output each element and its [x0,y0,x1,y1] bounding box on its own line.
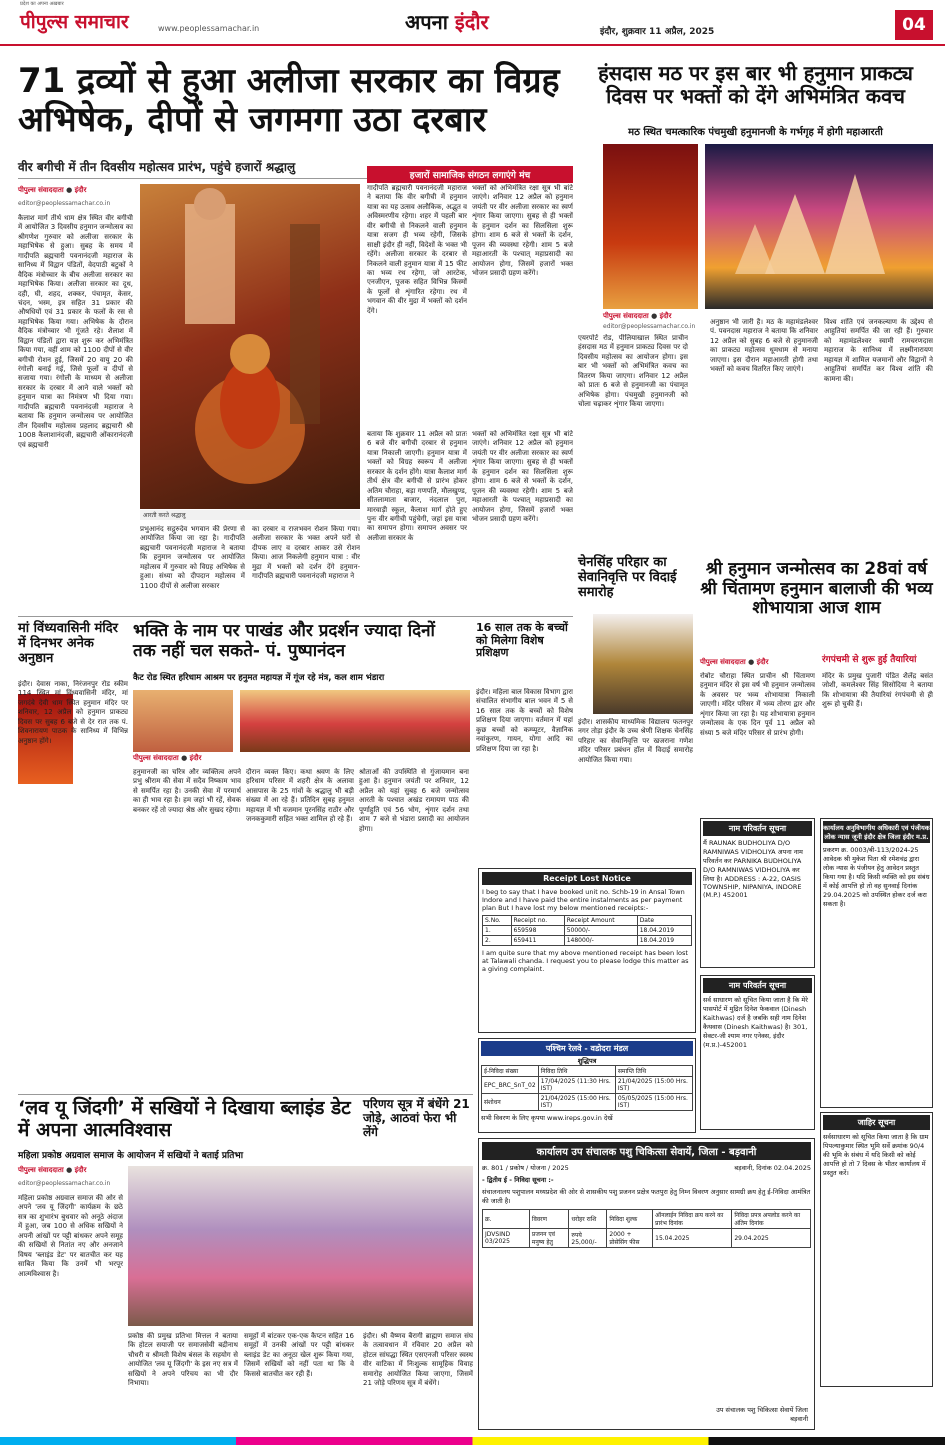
lead-body-col3: बताया कि शुक्रवार 11 अप्रैल को प्रातः 6 बजे वीर बगीची दरबार से हनुमान यात्रा निकाली जाएगी। हनुमान यात्रा में भक्तों को विग्रह स्वरूप में अलीजा सरकार के दर्शन होंगे। यात्रा कैलाश मार्ग तीर्थ क्षेत्र वीर बगीची से प्रारंभ होकर अतिम चौराहा, बड़ा गणपति, मौलखुण्ड, सीतलामाता बाजार, नंदलाल पुरा, मारवाड़ी स्कूल, कैलाश मार्ग होते हुए पुनः वीर बगीची पहुंचेगी, जहां इस यात्रा का समापन होगा। समापन अवसर पर अलीजा सरकार के [367,430,467,542]
bhakti-photo-right [240,690,470,752]
love-col3: समूहों में बांटकर एक-एक कैप्टन सहित 16 समूहों में उनकी आंखों पर पट्टी बांधकर ब्लाइंड डेट का अनूठा खेल शुरू किया गया, जिसमें सखियों को नहीं पता था कि वे किससे बातचीत कर रही हैं। [244,1332,354,1378]
byline-city: इंदौर [74,186,87,194]
notice-body: प्रकरण क्र. 0003/बी-113/2024-25 आवेदक श्री मुकेश पिता श्री रमेशचंद्र द्वारा लोक न्यास के पंजीयन हेतु आवेदन प्रस्तुत किया गया है। यदि किसी व्यक्ति को इस संबंध में कोई आपत्ति हो तो वह सुनवाई दिनांक 29.04.2025 को उपस्थित होकर दर्ज करा सकता है। [823,846,930,908]
trust-notice [820,818,933,1108]
lead-headline: 71 द्रव्यों से हुआ अलीजा सरकार का विग्रह अभिषेक, दीपों से जगमगा उठा दरबार [18,61,560,141]
parinay-headline: परिणय सूत्र में बंधेंगे 21 जोड़े, आठवां फेरा भी लेंगे [363,1097,470,1139]
receipt-notice [478,868,696,1033]
notice-body: सर्व साधारण को सूचित किया जाता है कि मेरे पासपोर्ट में मुद्रित दिनेश फेकवाल (Dinesh Kaithwas) दर्ज है जबकि सही नाम दिनेश कैथवास (Dinesh Kaithwas) है। 301, सेक्टर-जी श्याम नगर एनेक्स, इंदौर (म.प्र.)-452001 [703,996,808,1049]
table-cell: 148000/- [564,936,637,946]
byline-label: पीपुल्स संवाददाता [700,658,746,666]
lead-body-col4: भक्तों को अभिमंत्रित रक्षा सूत्र भी बांटे जाएंगे। शनिवार 12 अप्रैल को हनुमान जयंती पर वीर अलीजा सरकार का स्वर्ण शृंगार किया जाएगा। सुबह से ही भक्तों के हनुमान दर्शन का सिलसिला शुरू होगा। शाम 6 बजे से भक्तों के दर्शन, पूजन की व्यवस्था रहेगी। शाम 5 बजे महाआरती के पश्चात् महाप्रसादी का आयोजन होगा, जिसमें हजारों भक्त भोजन प्रसादी ग्रहण करेंगे। [472,430,573,523]
tender-footer: उप संचालक पशु चिकित्सा सेवायें जिला बड़वानी [716,1406,808,1423]
receipt-title: Receipt Lost Notice [482,872,692,885]
notice-title: नाम परिवर्तन सूचना [703,978,812,993]
table-header: निविदा प्रपत्र अपलोड करने का अंतिम दिनांक [732,1210,811,1229]
byline-label: पीपुल्स संवाददाता [133,754,179,762]
right-lead-body: एयरपोर्ट रोड, पीलियाखाल स्थित प्राचीन हंसदास मठ में हनुमान प्राकट्य दिवस पर दो दिवसीय महोत्सव का आयोजन होगा। इस बार भी भक्तों को अभिमंत्रित कवच का वितरण किया जाएगा। शनिवार 12 अप्रैल को प्रातः 6 बजे से हनुमानजी का पंचामृत अभिषेक होगा। पंचमुखी हनुमानजी को चोला चढ़ाकर शृंगार किया जाएगा। [578,334,688,409]
bhakti-photo-left [133,690,233,752]
divider [18,1094,473,1095]
right-lead-subhead: मठ स्थित चमत्कारिक पंचमुखी हनुमानजी के गर्भगृह में होगी महाआरती [628,127,883,138]
right-lead-email[interactable]: editor@peoplessamachar.co.in [603,323,696,330]
issue-date: इंदौर, शुक्रवार 11 अप्रैल, 2025 [600,27,715,37]
jahir-notice [820,1112,933,1387]
notice-body: सर्वसाधारण को सूचित किया जाता है कि ग्राम पिपल्याकुमार स्थित भूमि सर्वे क्रमांक 90/4 की भूमि के संबंध में यदि किसी को कोई आपत्ति हो तो 7 दिवस के भीतर कार्यालय में प्रस्तुत करें। [823,1133,929,1177]
shobhayatra-byline: पीपुल्स संवाददाता ● इंदौर [700,658,769,666]
lead-body-col1: कैलाश मार्ग तीर्थ धाम क्षेत्र स्थित वीर बगीची में आयोजित 3 दिवसीय हनुमान जन्मोत्सव का श्रीगणेश गुरुवार को अलीजा सरकार के महाभिषेक से हुआ। सुबह के समय में गादीपति ब्रह्मचारी पवनानंदजी महाराज के सानिध्य में विद्वान पंडितों, वेदपाठी बटुकों ने वैदिक मंत्रोच्चार के बीच अलीजा सरकार का महाभिषेक किया। अलीजा सरकार का दूध, दही, घी, शहद, शक्कर, पंचामृत, केसर, चंदन, भस्म, इत्र सहित 31 प्रकार की औषधियों एवं 31 प्रकार के फलों के रस से महाभिषेक किया गया। अभिषेक के दौरान वैदिक मंत्रोच्चार भी गूंजते रहे। शैलाश में विद्वान पंडितों द्वारा यज्ञ शुरू कर अभिमंत्रित किया गया, वहीं शाम को 1100 दीपों से वीर बगीची रोशन हुई, जिसमें 20 वायु 20 की रंगोली बनाई गई, जिसे फूलों व दीपों से सजाया गया। रंगोली के माध्यम से अलीजा सरकार के दरबार में आने वाले भक्तों को हनुमान यात्रा का निमंत्रण भी दिया गया। गादीपति ब्रह्मचारी पवनानंदजी महाराज ने बताया कि हनुमान जन्मोत्सव पर आयोजित तीन दिवसीय महोत्सव प्रहलाद ब्रह्मचारी श्री 1008 कैलाशानंदजी, ब्रह्मचारी ओंकारानंदजी एवं ब्रह्मचारी [18,214,133,449]
love-email[interactable]: editor@peoplessamachar.co.in [18,1180,111,1187]
table-cell: 1. [483,926,512,936]
table-cell: 05/05/2025 (15:00 Hrs. IST) [615,1094,692,1111]
lead-box-body-2: भक्तों को अभिमंत्रित रक्षा सूत्र भी बांटे जाएंगे। शनिवार 12 अप्रैल को हनुमान जयंती पर वीर अलीजा सरकार का स्वर्ण शृंगार किया जाएगा। सुबह से ही भक्तों के हनुमान दर्शन का सिलसिला शुरू होगा। शाम 6 बजे से भक्तों के दर्शन, पूजन की व्यवस्था रहेगी। शाम 5 बजे महाआरती के पश्चात् महाप्रसादी का आयोजन होगा, जिसमें हजारों भक्त भोजन प्रसादी ग्रहण करेंगे। [472,184,573,277]
table-cell: 21/04/2025 (15:00 Hrs. IST) [538,1094,615,1111]
name-change-notice-2 [700,975,815,1130]
table-header: क्र. [483,1210,530,1229]
tender-date: बड़वानी, दिनांक 02.04.2025 [734,1164,811,1172]
shobhayatra-side-body: मंदिर के प्रमुख पुजारी पंडित शैलेंद्र बसंत जोशी, कमलेश्वर सिंह सिसोदिया ने बताया कि शोभायात्रा की तैयारियां रंगपंचमी से ही शुरू हो चुकी हैं। [822,672,933,709]
divider [18,616,573,617]
tender-subtitle: - द्वितीय ई - निविदा सूचना :- [482,1176,554,1184]
right-lead-byline: पीपुल्स संवाददाता ● इंदौर [603,312,672,320]
notice-title: जाहिर सूचना [823,1115,930,1130]
table-header: Receipt no. [511,916,564,926]
notice-title: कार्यालय अनुविभागीय अधिकारी एवं पंजीयक लोक न्यास जूनी इंदौर क्षेत्र जिला इंदौर म.प्र. [823,821,930,843]
byline-label: पीपुल्स संवाददाता [603,312,649,320]
name-change-notice-1 [700,818,815,968]
table-cell: संशोधन [482,1094,539,1111]
table-header-row [483,916,692,926]
receipt-footer: I am quite sure that my above mentioned receipt has been lost at Talawali chanda. I request you to please lodge this matter as a giving complaint. [482,949,689,973]
table-cell: 659411 [511,936,564,946]
love-subhead: महिला प्रकोष्ठ अग्रवाल समाज के आयोजन में सखियों ने बताई प्रतिभा [18,1151,244,1161]
railway-table [481,1065,693,1111]
shobhayatra-side-title: रंगपंचमी से शुरू हुई तैयारियां [822,655,917,665]
table-header: Date [637,916,691,926]
tender-intro: संचालनालय पशुपालन मध्यप्रदेश की ओर से शासकीय पशु प्रजनन प्रक्षेत्र फतपुरा हेतु निम्न विवरण अनुसार सामग्री क्रय हेतु ई-निविदा आमंत्रित की जाती है। [482,1188,811,1205]
table-cell: रुपये 25,000/- [569,1229,607,1248]
shobhayatra-body: रोबोट चौराहा स्थित प्राचीन श्री चिंतामण हनुमान मंदिर से इस वर्ष भी हनुमान जन्मोत्सव के अवसर पर भव्य शोभायात्रा निकाली जाएगी। मंदिर परिसर में भव्य तोरण द्वार और शृंगार किया जा रहा है। यह शोभायात्रा हनुमान जन्मोत्सव के एक दिन पूर्व 11 अप्रैल को संध्या 5 बजे मंदिर परिसर से प्रारंभ होगी। [700,672,815,737]
table-header-row [483,1210,811,1229]
table-header: निविदा शुल्क [607,1210,653,1229]
bhakti-byline: पीपुल्स संवाददाता ● इंदौर [133,754,202,762]
lead-photo-caption: आरती करते श्रद्धालु [140,510,360,520]
obit-headline: चेनसिंह परिहार का सेवानिवृत्ति पर विदाई समारोह [578,555,677,600]
temple-photo [705,144,933,309]
right-lead-col3: विश्व शांति एवं जनकल्याण के उद्देश्य से आहुतियां समर्पित की जा रही हैं। गुरुवार को महामंडलेश्वर स्वामी रामचरणदास महाराज के सानिध्य में लक्ष्मीनारायण महायज्ञ में शामिल यजमानों और विद्वानों ने आहुतियां समर्पित कर विश्व शांति की कामना की। [824,318,933,383]
table-row [483,936,692,946]
table-row [482,1094,693,1111]
bhakti-col3: श्रोताओं की उपस्थिति से गुंजायमान बना हुआ है। हनुमान जयंती पर शनिवार, 12 अप्रैल को यहां सुबह 6 बजे जन्मोत्सव आरती के पश्चात अखंड रामायण पाठ की पूर्णाहुति एवं 56 भोग, शृंगार दर्शन तथा शाम 7 बजे से भंडारा प्रसादी का आयोजन होगा। [359,768,469,833]
parinay-body: इंदौर। श्री वैष्णव बैरागी ब्राह्मण समाज संघ के तत्वावधान में रविवार 20 अप्रैल को होटल सांघद्धा स्थित एसएनजी परिसर स्वस्थ वीर वाटिका में निःशुल्क सामूहिक विवाह समारोह आयोजित किया जाएगा, जिसमें 21 जोड़े परिणय सूत्र में बंधेंगे। [363,1332,473,1388]
page-number: 04 [895,10,933,40]
vindhyavasini-body: इंदौर। देवास नाका, निरंजनपुर रोड स्कीम 114 स्थित मां विंध्यवासिनी मंदिर, मां जगदंबे देवी धाम स्थित हनुमान मंदिर पर शनिवार, 12 अप्रैल को हनुमान प्राकट्य दिवस पर सुबह 6 बजे से देर रात तक पं. शिवनारायण पाठक के सानिध्य में विभिन्न अनुष्ठान होंगे। [18,680,128,745]
table-header: धरोहर राशि [569,1210,607,1229]
lead-email[interactable]: editor@peoplessamachar.co.in [18,200,111,207]
table-cell: 2. [483,936,512,946]
table-row [482,1077,693,1094]
obit-body: इंदौर। शासकीय माध्यमिक विद्यालय फतनपुर नगर तोड़ा इंदौर के उच्च श्रेणी शिक्षक चेनसिंह परिहार का सेवानिवृत्ति पर खजराना गणेश मंदिर परिसर प्रबंधन हॉल में विदाई समारोह आयोजित किया गया। [578,718,693,764]
lead-box-title: हजारों सामाजिक संगठन लगाएंगे मंच [367,166,573,183]
color-registration-bar [0,1437,945,1445]
love-headline: ‘लव यू जिंदगी’ में सखियों ने दिखाया ब्लाइंड डेट में अपना आत्मविश्वास [18,1097,351,1141]
masthead [0,0,945,46]
table-cell: 18.04.2019 [637,926,691,936]
table-cell: 50000/- [564,926,637,936]
bhakti-body: हनुमानजी का चरित्र और व्यक्तित्व अपने प्रभु श्रीराम की सेवा में सदैव निष्काम भाव से समर्पित रहा है। उनकी सेवा में परमार्थ का ही भाव रहा है। हम जहां भी रहें, सेवक बनकर रहें तो ज्यादा श्रेष्ठ और सुखद रहेगा। [133,768,241,814]
table-header: विवरण [529,1210,569,1229]
railway-title: पश्चिम रेलवे - वडोदरा मंडल [481,1041,693,1056]
table-cell: JDVSIND 03/2025 [483,1229,530,1248]
love-byline: पीपुल्स संवाददाता ● इंदौर [18,1166,87,1174]
tender-meta [482,1163,811,1172]
table-header: ई-निविदा संख्या [482,1066,539,1077]
tender-title: कार्यालय उप संचालक पशु चिकित्सा सेवायें, जिला - बड़वानी [482,1142,811,1160]
byline-city: इंदौर [659,312,672,320]
lead-byline: पीपुल्स संवाददाता ● इंदौर [18,186,87,194]
lead-photo [140,184,360,509]
section-title-accent: इंदौर [454,10,489,34]
table-header: निविदा तिथि [538,1066,615,1077]
tender-notice [478,1138,815,1430]
notice-title: नाम परिवर्तन सूचना [703,821,812,836]
vindhyavasini-headline: मां विंध्यवासिनी मंदिर में दिनभर अनेक अनुष्ठान [18,621,118,666]
logo-text: पीपुल्स समाचार [20,11,129,33]
table-cell: 21/04/2025 (15:00 Hrs. IST) [615,1077,692,1094]
table-header: Receipt Amount [564,916,637,926]
receipt-table [482,915,692,946]
newspaper-logo [20,1,155,36]
lead-body-col2b: का दरबार व राजभवन रोशन किया गया। अलीजा सरकार के भक्त अपने घरों से दीपक लाए व दरबार आकर उसे रोशन किया। आज निकलेगी हनुमान यात्रा : वीर मुद्रा में भक्तों को दर्शन देंगे हनुमान- गादीपति ब्रह्मचारी पवनानंदजी महाराज ने [252,525,360,581]
table-header-row [482,1066,693,1077]
right-lead-headline: हंसदास मठ पर इस बार भी हनुमान प्राकट्य दिवस पर भक्तों को देंगे अभिमंत्रित कवच [598,61,913,108]
tender-ref: क्र. 801 / प्रकोष / योजना / 2025 [482,1164,569,1172]
bacchon-headline: 16 साल तक के बच्चों को मिलेगा विशेष प्रशिक्षण [476,621,568,660]
table-cell: प्रजनन एवं मनुष्य हेतु [529,1229,569,1248]
lead-box-body: गादीपति ब्रह्मचारी पवनानंदजी महाराज ने बताया कि वीर बगीची में हनुमान यात्रा का यह उत्सव अलौकिक, अद्भुत व अविस्मरणीय रहेगा। शहर में पहली बार वीर बगीची से निकलने वाली हनुमान यात्रा सजग ही भव्य रहेगी, जिसके साक्षी इंदौर ही नहीं, विदेशों के भक्त भी रहेंगे। अलीजा सरकार के दरबार से निकलने वाली हनुमान यात्रा में 15 फीट का भव्य रथ रहेगा, जो आरटेक, एनजीएन, पूजक सहित विभिन्न किस्मों के फूलों से शृंगारित रहेगा। रथ में भगवान की वीर मुद्रा में भक्तों को दर्शन देंगे। [367,184,467,315]
lead-subhead: वीर बगीची में तीन दिवसीय महोत्सव प्रारंभ, पहुंचे हजारों श्रद्धालु [18,160,296,174]
table-cell: EPC_BRC_SnT_02 [482,1077,539,1094]
love-col2: प्रकोष्ठ की प्रमुख प्रतिभा मित्तल ने बताया कि होटल सयाजी पर समाजसेवी बद्रीनाथ चौधरी व श्रीमती विशेष बंसल के सहयोग से आयोजित 'लव यू जिंदगी' के इस नए सत्र में सखियों ने अपने परिचय का भी दौर निभाया। [128,1332,238,1388]
table-header: समाप्ति तिथि [615,1066,692,1077]
lead-photo-illustration [140,184,360,509]
byline-city: इंदौर [756,658,769,666]
shobhayatra-headline: श्री हनुमान जन्मोत्सव का 28वां वर्ष श्री चिंतामण हनुमान बालाजी की भव्य शोभायात्रा आज शाम [700,559,933,619]
love-photo [128,1166,473,1326]
table-cell: 29.04.2025 [732,1229,811,1248]
site-url[interactable]: www.peoplessamachar.in [158,24,260,33]
railway-subtitle: शुद्धिपत्र [577,1057,597,1065]
notice-body: मैं RAUNAK BUDHOLIYA D/O RAMNIWAS VIDHOLIYA अपना नाम परिवर्तन कर PARNIKA BUDHOLIYA D/O RAMNIWAS VIDHOLIYA कर लिया है। ADDRESS : A-22, OASIS TOWNSHIP, NIPANIYA, INDORE (M.P.) 452001 [703,839,803,899]
table-header: S.No. [483,916,512,926]
table-cell: 2000 + प्रोसेसिंग फीस [607,1229,653,1248]
table-row [483,926,692,936]
railway-notice [478,1038,696,1133]
tender-table [482,1209,811,1248]
hanuman-photo [603,144,698,309]
table-row [483,1229,811,1248]
table-cell: 15.04.2025 [653,1229,732,1248]
byline-city: इंदौर [189,754,202,762]
bhakti-headline: भक्ति के नाम पर पाखंड और प्रदर्शन ज्यादा दिनों तक नहीं चल सकते- पं. पुष्पानंदन [133,621,435,661]
logo-tagline: प्रदेश का अपना अख़बार [20,1,64,7]
byline-label: पीपुल्स संवाददाता [18,186,64,194]
byline-label: पीपुल्स संवाददाता [18,1166,64,1174]
love-body: महिला प्रकोष्ठ अग्रवाल समाज की ओर से अपने 'लव यू जिंदगी' कार्यक्रम के छठे सत्र का शुभारंभ बुधवार को अनूठे अंदाज में हुआ, जब 100 से अधिक सखियों ने अपनी आंखों पर पट्टी बांधकर अपने समूह की सखियों से नितांत नए और अनजाने विषय 'ब्लाइंड डेट' पर बातचीत कर यह साबित किया कि उनमें भी भरपूर आत्मविश्वास है। [18,1194,123,1278]
temple-illustration [705,144,933,309]
byline-city: इंदौर [74,1166,87,1174]
table-header: ऑनलाईन निविदा क्रय करने का प्रारंभ दिनांक [653,1210,732,1229]
section-title [405,8,489,35]
table-cell: 17/04/2025 (11:30 Hrs. IST) [538,1077,615,1094]
table-cell: 18.04.2019 [637,936,691,946]
railway-footer[interactable]: सभी विवरण के लिए कृपया www.ireps.gov.in देखें [481,1114,613,1122]
section-title-plain: अपना [405,10,455,34]
bhakti-col2: दौरान व्यक्त किए। कथा श्रवण के लिए हरिधाम परिसर में शहरी क्षेत्र के अलावा आसपास के 25 गांवों के श्रद्धालु भी बड़ी संख्या में आ रहे हैं। प्रतिदिन सुबह हनुमत महायज्ञ में भी यजमान पूरनसिंह राठौर और जनककुमारी सहित भक्त शामिल हो रहे हैं। [246,768,354,824]
receipt-body: I beg to say that I have booked unit no. Schb-19 in Ansal Town Indore and I have paid the entire instalments as per payment plan But I have lost my below mentioned receipts:- [482,888,685,912]
bacchon-body: इंदौर। महिला बाल विकास विभाग द्वारा संचालित संभागीय बाल भवन में 5 से 16 साल तक के बच्चों को विशेष प्रशिक्षण दिया जाएगा। वर्तमान में यहां कुछ बच्चों को कम्प्यूटर, वैज्ञानिक नवांकुरण, गायन, योगा आदि का प्रशिक्षण दिया जा रहा है। [476,688,573,753]
right-lead-col2: अनुष्ठान भी जारी है। मठ के महामंडलेश्वर पं. पवनदास महाराज ने बताया कि शनिवार 12 अप्रैल को सुबह 6 बजे से हनुमानजी का प्राकट्य महोत्सव धूमधाम से मनाया जाएगा। इस दौरान महाआरती होगी तथा भक्तों को कवच वितरित किए जाएंगे। [710,318,818,374]
table-cell: 659598 [511,926,564,936]
lead-body-col2: प्रभुआनंद सद्गुरुदेव भगवान की प्रेरणा से आयोजित किया जा रहा है। गादीपति ब्रह्मचारी पवनानंदजी महाराज ने बताया कि हनुमान जन्मोत्सव पर आयोजित महोत्सव में गुरुवार को विग्रह अभिषेक से हुआ। संध्या को दीपदान महोत्सव में 1100 दीपों से अलीजा सरकार [140,525,245,590]
bhakti-subhead: कैट रोड स्थित हरिधाम आश्रम पर हनुमत महायज्ञ में गूंज रहे मंत्र, कल शाम भंडारा [133,673,385,683]
obit-photo [593,614,693,714]
